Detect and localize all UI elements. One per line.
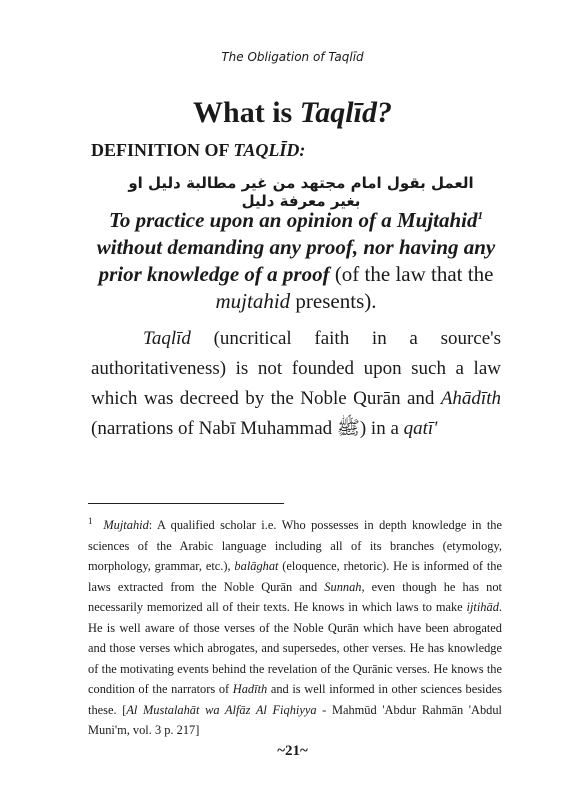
definition-text xyxy=(91,203,501,315)
title-italic: Taqlīd? xyxy=(299,96,392,129)
definition-heading-italic: TAQLĪD: xyxy=(233,140,306,160)
term-ahadith: Ahādīth xyxy=(440,388,501,409)
paragraph-text2: (narrations of Nabī Muhammad ﷺ) in a xyxy=(91,418,404,439)
footnote-ref: 1 xyxy=(477,210,484,222)
footnote-source: Al Mustalahāt wa Alfāz Al Fiqhiyya xyxy=(126,702,317,717)
definition-part3: (of the law that the xyxy=(329,262,494,286)
page-number: ~21~ xyxy=(277,743,308,759)
footnote-balaghat: balāghat xyxy=(234,559,279,574)
footnote-term: Mujtahid xyxy=(103,518,149,533)
definition-part2: without demanding any proof, nor having any prior knowledge of a proof xyxy=(96,235,496,286)
page-title xyxy=(0,96,585,130)
footnote-t3: , even though he has not necessarily memorized all of their texts. He knows in which laws to make xyxy=(88,579,502,615)
arabic-definition: العمل بقول امام مجتهد من غير مطالبة دليل او بغير معرفة دليل xyxy=(128,174,474,210)
footnote xyxy=(88,511,502,741)
footnote-sunnah: Sunnah xyxy=(324,579,362,594)
term-taqlid: Taqlīd xyxy=(143,328,191,349)
footnote-t5: and is well informed in other sciences besides these. [ xyxy=(88,682,503,717)
definition-heading-plain: DEFINITION OF xyxy=(91,140,234,160)
definition-part5: presents). xyxy=(290,289,377,313)
footnote-t6: - Mahmūd 'Abdur Rahmān 'Abdul Muni'm, vol. 3 p. 217] xyxy=(88,702,503,738)
footnote-ijtihad: ijtihād xyxy=(466,600,499,615)
paragraph-text1: (uncritical faith in a source's authoritativeness) is not founded upon such a law which was decreed by the Noble Qurān and xyxy=(91,328,501,409)
definition-part1: To practice upon an opinion of a Mujtahid xyxy=(108,208,478,232)
footnote-hadith: Hadīth xyxy=(232,682,268,697)
footnote-number: 1 xyxy=(88,516,93,526)
title-plain: What is xyxy=(193,96,300,129)
running-head: The Obligation of Taqlīd xyxy=(221,50,364,64)
footnote-t1: : A qualified scholar i.e. Who possesses in depth knowledge in the sciences of the Arabic language including all of its branches (etymology, morphology, grammar, etc.), xyxy=(88,518,502,574)
footnote-divider xyxy=(88,503,284,504)
term-qati: qatī' xyxy=(403,418,438,439)
definition-heading xyxy=(91,140,305,161)
footnote-t4: . He is well aware of those verses of the Noble Qurān which have been abrogated and those verses which abrogates, and supersedes, other verses. He has knowledge of the motivating events behind the revelation of the Qurānic verses. He knows the condition of the narrators of xyxy=(88,600,502,697)
definition-part4: mujtahid xyxy=(215,289,291,313)
footnote-t2: (eloquence, rhetoric). He is informed of the laws extracted from the Noble Qurān and xyxy=(88,559,502,594)
body-paragraph xyxy=(91,324,501,444)
